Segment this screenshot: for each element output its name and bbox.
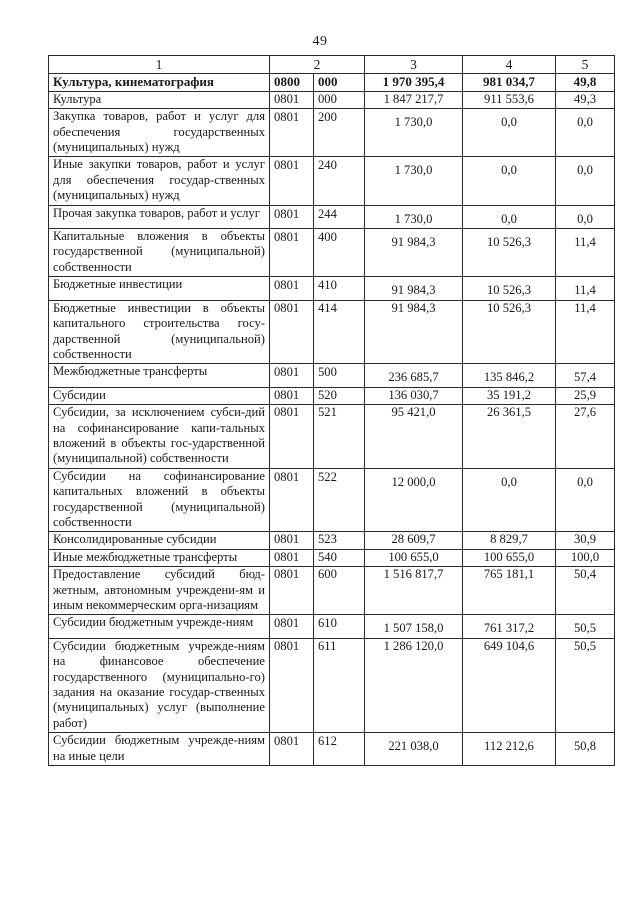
row-planned-amount: 1 516 817,7 [365, 567, 463, 615]
row-name: Консолидированные субсидии [49, 532, 270, 549]
row-expense-type-code: 000 [314, 74, 365, 91]
row-expense-type-code: 610 [314, 615, 365, 638]
row-executed-amount: 26 361,5 [463, 405, 556, 469]
row-name: Субсидии [49, 387, 270, 404]
row-expense-type-code: 612 [314, 733, 365, 766]
column-number-5: 5 [556, 56, 615, 74]
row-name: Бюджетные инвестиции в объекты капитального строительства госу-дарственной (муниципальной) собственности [49, 300, 270, 364]
row-name: Капитальные вложения в объекты государственной (муниципальной) собственности [49, 229, 270, 277]
row-section-code: 0801 [270, 638, 314, 732]
row-section-code: 0801 [270, 387, 314, 404]
row-name: Субсидии, за исключением субси-дий на софинансирование капи-тальных вложений в объекты гос-ударственной (муниципальной) собственности [49, 405, 270, 469]
row-planned-amount: 136 030,7 [365, 387, 463, 404]
row-execution-percent: 11,4 [556, 277, 615, 300]
row-execution-percent: 11,4 [556, 300, 615, 364]
page-number: 49 [312, 34, 328, 49]
row-executed-amount: 761 317,2 [463, 615, 556, 638]
row-execution-percent: 50,5 [556, 615, 615, 638]
row-planned-amount: 28 609,7 [365, 532, 463, 549]
row-planned-amount: 1 847 217,7 [365, 91, 463, 108]
row-name: Прочая закупка товаров, работ и услуг [49, 205, 270, 228]
row-execution-percent: 50,4 [556, 567, 615, 615]
row-expense-type-code: 240 [314, 157, 365, 205]
row-name: Закупка товаров, работ и услуг для обеспечения государственных (муниципальных) нужд [49, 109, 270, 157]
row-executed-amount: 35 191,2 [463, 387, 556, 404]
row-execution-percent: 30,9 [556, 532, 615, 549]
row-execution-percent: 57,4 [556, 364, 615, 387]
table-row [49, 567, 615, 615]
row-executed-amount: 135 846,2 [463, 364, 556, 387]
row-planned-amount: 95 421,0 [365, 405, 463, 469]
row-executed-amount: 0,0 [463, 205, 556, 228]
row-planned-amount: 1 730,0 [365, 205, 463, 228]
table-row [49, 364, 615, 387]
table-row [49, 300, 615, 364]
table-row [49, 387, 615, 404]
row-execution-percent: 100,0 [556, 549, 615, 566]
row-name: Субсидии бюджетным учрежде-ниям на финансовое обеспечение государственного (муниципально-го) задания на оказание государ-ственных (муниципальных) услуг (выполнение работ) [49, 638, 270, 732]
row-expense-type-code: 500 [314, 364, 365, 387]
row-executed-amount: 765 181,1 [463, 567, 556, 615]
row-executed-amount: 8 829,7 [463, 532, 556, 549]
row-expense-type-code: 611 [314, 638, 365, 732]
table-row [49, 638, 615, 732]
row-execution-percent: 50,5 [556, 638, 615, 732]
row-execution-percent: 49,3 [556, 91, 615, 108]
row-name: Межбюджетные трансферты [49, 364, 270, 387]
row-planned-amount: 1 286 120,0 [365, 638, 463, 732]
row-section-code: 0801 [270, 733, 314, 766]
row-planned-amount: 91 984,3 [365, 300, 463, 364]
row-planned-amount: 91 984,3 [365, 277, 463, 300]
row-expense-type-code: 520 [314, 387, 365, 404]
row-expense-type-code: 522 [314, 468, 365, 532]
row-name: Культура, кинематография [49, 74, 270, 91]
row-executed-amount: 10 526,3 [463, 300, 556, 364]
row-planned-amount: 100 655,0 [365, 549, 463, 566]
row-section-code: 0801 [270, 615, 314, 638]
row-executed-amount: 0,0 [463, 109, 556, 157]
table-row [49, 532, 615, 549]
row-name: Субсидии на софинансирование капитальных вложений в объекты государственной (муниципальной) собственности [49, 468, 270, 532]
column-number-row [49, 56, 615, 74]
row-planned-amount: 221 038,0 [365, 733, 463, 766]
row-section-code: 0801 [270, 300, 314, 364]
column-number-4: 4 [463, 56, 556, 74]
row-name: Субсидии бюджетным учрежде-ниям на иные цели [49, 733, 270, 766]
row-name: Культура [49, 91, 270, 108]
row-name: Бюджетные инвестиции [49, 277, 270, 300]
row-name: Иные межбюджетные трансферты [49, 549, 270, 566]
table-row [49, 468, 615, 532]
row-section-code: 0801 [270, 157, 314, 205]
row-section-code: 0801 [270, 468, 314, 532]
column-number-2: 2 [270, 56, 365, 74]
row-executed-amount: 981 034,7 [463, 74, 556, 91]
row-execution-percent: 0,0 [556, 109, 615, 157]
row-expense-type-code: 521 [314, 405, 365, 469]
table-row [49, 405, 615, 469]
row-executed-amount: 100 655,0 [463, 549, 556, 566]
row-name: Предоставление субсидий бюд-жетным, автономным учреждени-ям и иным некоммерческим орга-низациям [49, 567, 270, 615]
row-execution-percent: 0,0 [556, 157, 615, 205]
row-expense-type-code: 244 [314, 205, 365, 228]
row-execution-percent: 49,8 [556, 74, 615, 91]
row-section-code: 0801 [270, 364, 314, 387]
row-section-code: 0801 [270, 229, 314, 277]
row-expense-type-code: 000 [314, 91, 365, 108]
row-expense-type-code: 200 [314, 109, 365, 157]
row-section-code: 0801 [270, 405, 314, 469]
row-executed-amount: 0,0 [463, 468, 556, 532]
table-row [49, 205, 615, 228]
row-name: Субсидии бюджетным учрежде-ниям [49, 615, 270, 638]
table-row [49, 157, 615, 205]
column-number-3: 3 [365, 56, 463, 74]
row-name: Иные закупки товаров, работ и услуг для обеспечения государ-ственных (муниципальных) нужд [49, 157, 270, 205]
table-row [49, 109, 615, 157]
row-execution-percent: 11,4 [556, 229, 615, 277]
row-executed-amount: 649 104,6 [463, 638, 556, 732]
table-row [49, 733, 615, 766]
table-row [49, 277, 615, 300]
row-execution-percent: 0,0 [556, 468, 615, 532]
row-expense-type-code: 414 [314, 300, 365, 364]
row-section-code: 0801 [270, 91, 314, 108]
row-execution-percent: 50,8 [556, 733, 615, 766]
table-row-total [49, 74, 615, 91]
row-planned-amount: 1 730,0 [365, 109, 463, 157]
row-planned-amount: 12 000,0 [365, 468, 463, 532]
row-executed-amount: 10 526,3 [463, 277, 556, 300]
table-row [49, 615, 615, 638]
budget-execution-table [48, 55, 615, 766]
table-row [49, 549, 615, 566]
row-planned-amount: 1 730,0 [365, 157, 463, 205]
row-planned-amount: 91 984,3 [365, 229, 463, 277]
row-section-code: 0801 [270, 109, 314, 157]
row-execution-percent: 27,6 [556, 405, 615, 469]
row-planned-amount: 236 685,7 [365, 364, 463, 387]
row-section-code: 0800 [270, 74, 314, 91]
row-section-code: 0801 [270, 549, 314, 566]
row-executed-amount: 0,0 [463, 157, 556, 205]
row-expense-type-code: 600 [314, 567, 365, 615]
row-planned-amount: 1 507 158,0 [365, 615, 463, 638]
column-number-1: 1 [49, 56, 270, 74]
table-row [49, 229, 615, 277]
row-expense-type-code: 540 [314, 549, 365, 566]
row-section-code: 0801 [270, 277, 314, 300]
row-expense-type-code: 410 [314, 277, 365, 300]
row-planned-amount: 1 970 395,4 [365, 74, 463, 91]
row-execution-percent: 25,9 [556, 387, 615, 404]
row-expense-type-code: 400 [314, 229, 365, 277]
row-section-code: 0801 [270, 567, 314, 615]
row-section-code: 0801 [270, 205, 314, 228]
row-execution-percent: 0,0 [556, 205, 615, 228]
row-section-code: 0801 [270, 532, 314, 549]
row-executed-amount: 112 212,6 [463, 733, 556, 766]
row-expense-type-code: 523 [314, 532, 365, 549]
table-row [49, 91, 615, 108]
row-executed-amount: 911 553,6 [463, 91, 556, 108]
row-executed-amount: 10 526,3 [463, 229, 556, 277]
